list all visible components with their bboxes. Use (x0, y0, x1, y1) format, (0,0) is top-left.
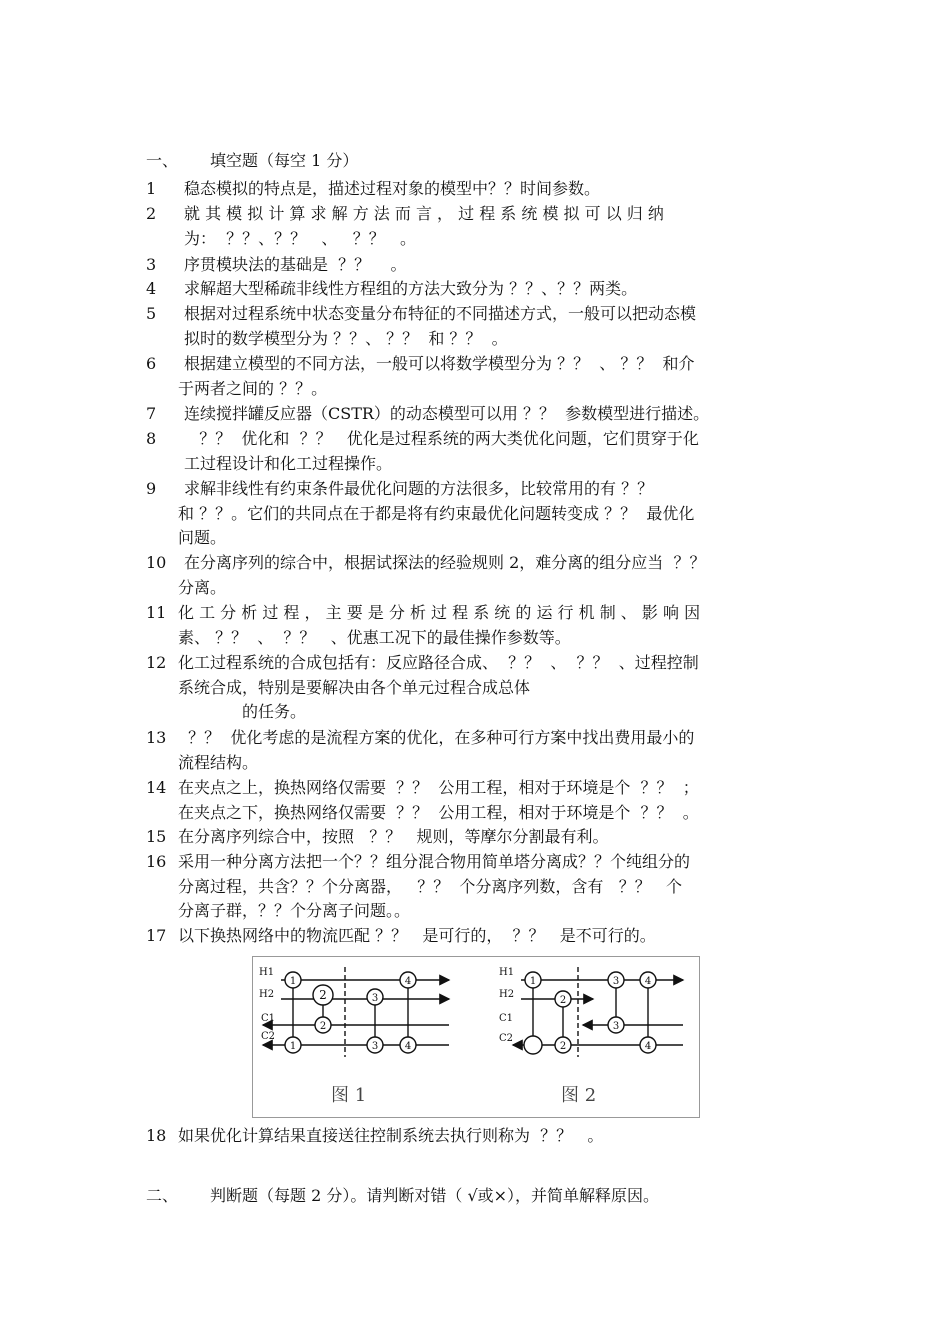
fig2-node: 2 (559, 995, 567, 1006)
question-18: 18 如果优化计算结果直接送往控制系统去执行则称为 ？？ 。 (146, 1126, 604, 1145)
question-3: 3 序贯模块法的基础是 ？？ 。 (146, 255, 407, 274)
fig1-node: 1 (289, 1041, 297, 1052)
fig1-node: 2 (319, 988, 327, 1002)
fig1-node: 4 (404, 976, 412, 987)
question-7: 7 连续搅拌罐反应器（CSTR）的动态模型可以用 ？？ 参数模型进行描述。 (146, 404, 710, 423)
question-2: 2 就 其 模 拟 计 算 求 解 方 法 而 言 ， 过 程 系 统 模 拟 可 以 归 纳 为： ？？、？？ 、 ？？ 。 (146, 204, 664, 248)
fig1-stream-label: H1 (259, 967, 275, 978)
section-2-heading: 二、 判断题（每题 2 分）。请判断对错（ √或×），并简单解释原因。 (146, 1186, 660, 1205)
fig2-stream-label: C1 (499, 1013, 514, 1024)
question-8: 8 ？？ 优化和 ？？ 优化是过程系统的两大类优化问题，它们贯穿于化 工过程设计和化工过程操作。 (146, 429, 699, 473)
network-diagram (253, 957, 699, 1117)
question-1: 1 稳态模拟的特点是，描述过程对象的模型中？？时间参数。 (146, 179, 601, 198)
fig2-stream-label: H2 (499, 989, 515, 1000)
figure-2 (513, 967, 683, 1057)
question-13: 13 ？？ 优化考虑的是流程方案的优化，在多种可行方案中找出费用最小的 流程结构。 (146, 728, 695, 772)
fig1-node: 4 (404, 1041, 412, 1052)
fig1-stream-label: H2 (259, 989, 275, 1000)
fig2-node: 3 (612, 1021, 620, 1032)
question-16: 16 采用一种分离方法把一个？？组分混合物用简单塔分离成？？个纯组分的 分离过程，共含？？个分离器， ？？ 个分离序列数，含有 ？？ 个 分离子群，？？个分离子问题。。 (146, 852, 691, 920)
fig2-node: 4 (644, 976, 652, 987)
fig1-stream-label: C2 (261, 1031, 276, 1042)
fig2-caption: 图 2 (561, 1085, 597, 1106)
heat-exchanger-network-figure (252, 956, 700, 1118)
question-15: 15 在分离序列综合中，按照 ？？ 规则，等摩尔分割最有利。 (146, 827, 609, 846)
fig1-node: 3 (371, 993, 379, 1004)
fig1-caption: 图 1 (331, 1085, 367, 1106)
fig2-node: 1 (529, 976, 537, 987)
fig2-stream-label: H1 (499, 967, 515, 978)
question-4: 4 求解超大型稀疏非线性方程组的方法大致分为 ？？、？？两类。 (146, 279, 638, 298)
fig1-node: 3 (371, 1041, 379, 1052)
question-9: 9 求解非线性有约束条件最优化问题的方法很多，比较常用的有 ？？ 和 ？？。它们的共同点在于都是将有约束最优化问题转变成 ？？ 最优化 问题。 (146, 479, 695, 547)
question-10: 10 在分离序列的综合中，根据试探法的经验规则 2，难分离的组分应当 ？？ 分离。 (146, 553, 706, 597)
fig2-stream-label: C2 (499, 1033, 514, 1044)
question-11: 11 化 工 分 析 过 程 ， 主 要 是 分 析 过 程 系 统 的 运 行 机 制 、 影 响 因 素、 ？？ 、 ？？ 、优惠工况下的最佳操作参数等。 (146, 603, 701, 647)
fig2-node: 3 (612, 976, 620, 987)
fig1-node: 1 (289, 976, 297, 987)
section-1-heading: 一、 填空题（每空 1 分） (146, 151, 359, 170)
question-17: 17 以下换热网络中的物流匹配 ？？ 是可行的， ？？ 是不可行的。 (146, 926, 656, 945)
fig1-stream-label: C1 (261, 1013, 276, 1024)
question-14: 14 在夹点之上，换热网络仅需要 ？？ 公用工程，相对于环境是个 ？？ ； 在夹点之下，换热网络仅需要 ？？ 公用工程，相对于环境是个 ？？ 。 (146, 778, 699, 822)
question-5: 5 根据对过程系统中状态变量分布特征的不同描述方式，一般可以把动态模 拟时的数学模型分为 ？？、 ？？ 和 ？？ 。 (146, 304, 697, 348)
question-12: 12 化工过程系统的合成包括有：反应路径合成、 ？？ 、 ？？ 、过程控制 系统合成，特别是要解决由各个单元过程合成总体 的任务。 (146, 653, 699, 721)
fig2-node: 2 (559, 1041, 567, 1052)
fig1-node: 2 (319, 1021, 327, 1032)
question-6: 6 根据建立模型的不同方法，一般可以将数学模型分为 ？？ 、 ？？ 和介 于两者之间的 ？？。 (146, 354, 695, 398)
fig2-node: 4 (644, 1041, 652, 1052)
